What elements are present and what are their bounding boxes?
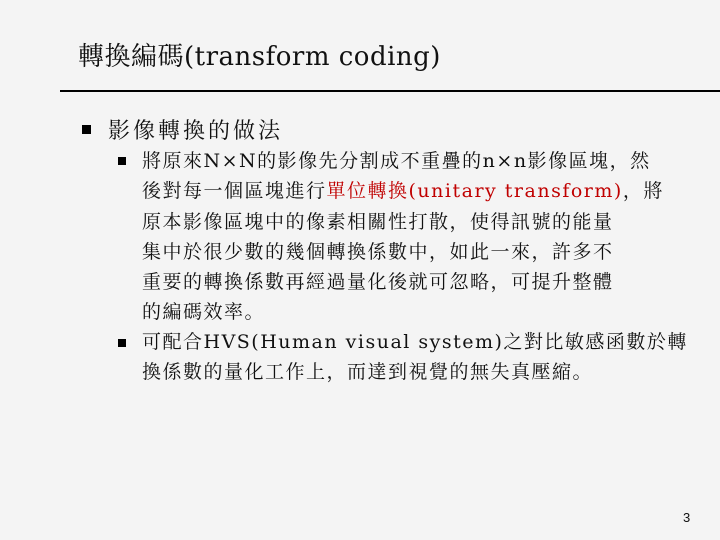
text-line: 集中於很少數的幾個轉換係數中，如此一來，許多不 — [142, 240, 614, 263]
text-line: 換係數的量化工作上，而達到視覺的無失真壓縮。 — [142, 361, 594, 384]
text-segment: 後對每一個區塊進行 — [142, 180, 327, 203]
text-line: 原本影像區塊中的像素相關性打散，使得訊號的能量 — [142, 210, 614, 233]
level2-bullet-1 — [142, 146, 697, 328]
page-number: 3 — [683, 510, 691, 525]
highlighted-term: 單位轉換(unitary transform) — [326, 180, 623, 203]
text-line: 的編碼效率。 — [142, 301, 266, 324]
bullet-square-icon — [118, 157, 126, 165]
text-line: 將原來N×N的影像先分割成不重疊的n×n影像區塊，然 — [142, 150, 651, 172]
level2-bullet-2 — [142, 327, 697, 388]
text-line — [142, 176, 697, 206]
bullet-square-icon — [118, 339, 126, 347]
text-segment: ，將 — [622, 180, 664, 203]
level1-bullet-text: 影像轉換的做法 — [108, 119, 284, 144]
slide-title: 轉換編碼(transform coding) — [78, 42, 441, 72]
bullet-square-icon — [82, 125, 91, 134]
title-divider — [60, 90, 720, 92]
text-line: 重要的轉換係數再經過量化後就可忽略，可提升整體 — [142, 271, 614, 294]
text-line: 可配合HVS(Human visual system)之對比敏感函數於轉 — [142, 331, 688, 353]
